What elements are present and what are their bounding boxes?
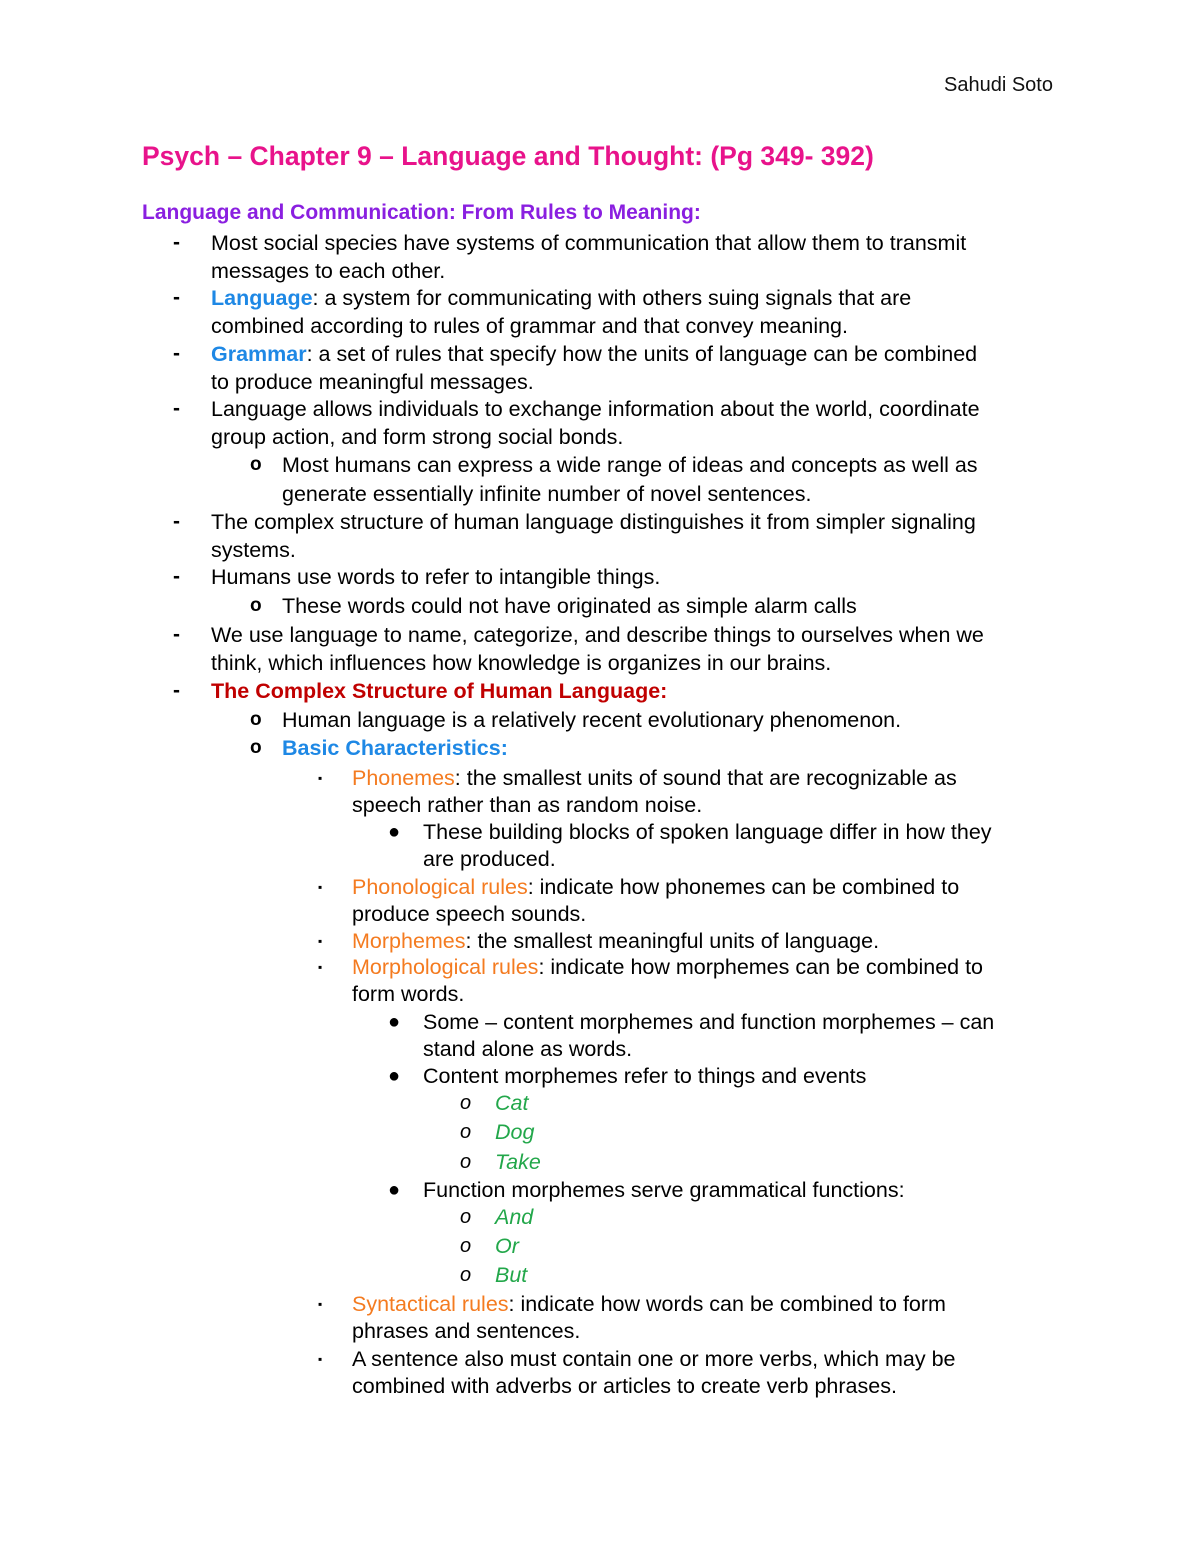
square-bullet: ▪ [318,1297,323,1311]
circle-bullet: o [250,595,262,616]
dash-bullet: - [173,397,180,420]
definition-text: : a set of rules that specify how the units of language can be combined [306,342,978,366]
definition-text: : indicate how phonemes can be combined to [527,875,960,899]
dash-bullet: - [173,286,180,309]
square-bullet: ▪ [318,934,323,948]
definition-text: : the smallest meaningful units of language. [465,929,880,953]
dot-bullet: ● [388,1179,401,1201]
o-bullet: o [460,1121,472,1143]
o-bullet: o [460,1264,472,1286]
square-bullet: ▪ [318,1352,323,1366]
list-item: A sentence also must contain one or more verbs, which may be [352,1347,956,1371]
list-item: Humans use words to refer to intangible things. [211,565,661,589]
definition-text: : indicate how words can be combined to form [508,1292,946,1316]
list-item-cont: phrases and sentences. [352,1319,581,1343]
list-item [352,1290,946,1318]
definition-text: : a system for communicating with others suing signals that are [312,286,912,310]
list-item-cont: group action, and form strong social bonds. [211,425,624,449]
example-word: But [495,1263,528,1287]
term-morphemes: Morphemes [352,929,466,953]
example-word: And [495,1205,534,1229]
dash-bullet: - [173,679,180,702]
dot-bullet: ● [388,821,401,843]
subsection-heading: Basic Characteristics: [282,736,508,760]
term-phonological-rules: Phonological rules [352,875,528,899]
page-title: Psych – Chapter 9 – Language and Thought: (Pg 349- 392) [142,141,874,171]
list-item: The complex structure of human language distinguishes it from simpler signaling [211,510,976,534]
dot-bullet: ● [388,1065,401,1087]
list-item-cont: are produced. [423,847,556,871]
list-item: Human language is a relatively recent evolutionary phenomenon. [282,708,902,732]
dot-bullet: ● [388,1011,401,1033]
circle-bullet: o [250,709,262,730]
dash-bullet: - [173,565,180,588]
list-item: Language allows individuals to exchange information about the world, coordinate [211,397,980,421]
dash-bullet: - [173,510,180,533]
definition-text: : indicate how morphemes can be combined to [538,955,984,979]
circle-bullet: o [250,737,262,758]
list-item: Some – content morphemes and function morphemes – can [423,1010,995,1034]
list-item-cont: stand alone as words. [423,1037,633,1061]
term-morphological-rules: Morphological rules [352,955,539,979]
section-heading: Language and Communication: From Rules to Meaning: [142,201,701,224]
o-bullet: o [460,1151,472,1173]
list-item [211,284,911,312]
term-syntactical-rules: Syntactical rules [352,1292,509,1316]
square-bullet: ▪ [318,771,323,785]
list-item: Most humans can express a wide range of ideas and concepts as well as [282,453,978,477]
dash-bullet: - [173,231,180,254]
list-item [352,873,959,901]
term-phonemes: Phonemes [352,766,455,790]
list-item-cont: speech rather than as random noise. [352,793,703,817]
circle-bullet: o [250,454,262,475]
list-item-cont: messages to each other. [211,259,446,283]
list-item [211,340,977,368]
list-item-cont: think, which influences how knowledge is organizes in our brains. [211,651,832,675]
o-bullet: o [460,1092,472,1114]
term-grammar: Grammar [211,342,307,366]
list-item: We use language to name, categorize, and describe things to ourselves when we [211,623,984,647]
square-bullet: ▪ [318,960,323,974]
dash-bullet: - [173,342,180,365]
list-item [352,764,957,792]
definition-text: : the smallest units of sound that are recognizable as [454,766,957,790]
dash-bullet: - [173,623,180,646]
example-word: Take [495,1150,541,1174]
list-item: Function morphemes serve grammatical functions: [423,1178,905,1202]
o-bullet: o [460,1206,472,1228]
list-item-cont: systems. [211,538,296,562]
list-item: These building blocks of spoken language differ in how they [423,820,992,844]
list-item [352,927,879,955]
list-item-cont: combined with adverbs or articles to create verb phrases. [352,1374,897,1398]
list-item: These words could not have originated as simple alarm calls [282,594,857,618]
list-item-cont: combined according to rules of grammar and that convey meaning. [211,314,848,338]
square-bullet: ▪ [318,880,323,894]
o-bullet: o [460,1235,472,1257]
list-item-cont: produce speech sounds. [352,902,587,926]
list-item [352,953,983,981]
subsection-heading: The Complex Structure of Human Language: [211,679,668,703]
term-language: Language [211,286,313,310]
example-word: Cat [495,1091,529,1115]
list-item-cont: form words. [352,982,465,1006]
list-item: Most social species have systems of communication that allow them to transmit [211,231,967,255]
list-item: Content morphemes refer to things and events [423,1064,867,1088]
list-item-cont: generate essentially infinite number of novel sentences. [282,482,812,506]
example-word: Dog [495,1120,535,1144]
list-item-cont: to produce meaningful messages. [211,370,534,394]
example-word: Or [495,1234,519,1258]
author-name: Sahudi Soto [944,74,1053,96]
